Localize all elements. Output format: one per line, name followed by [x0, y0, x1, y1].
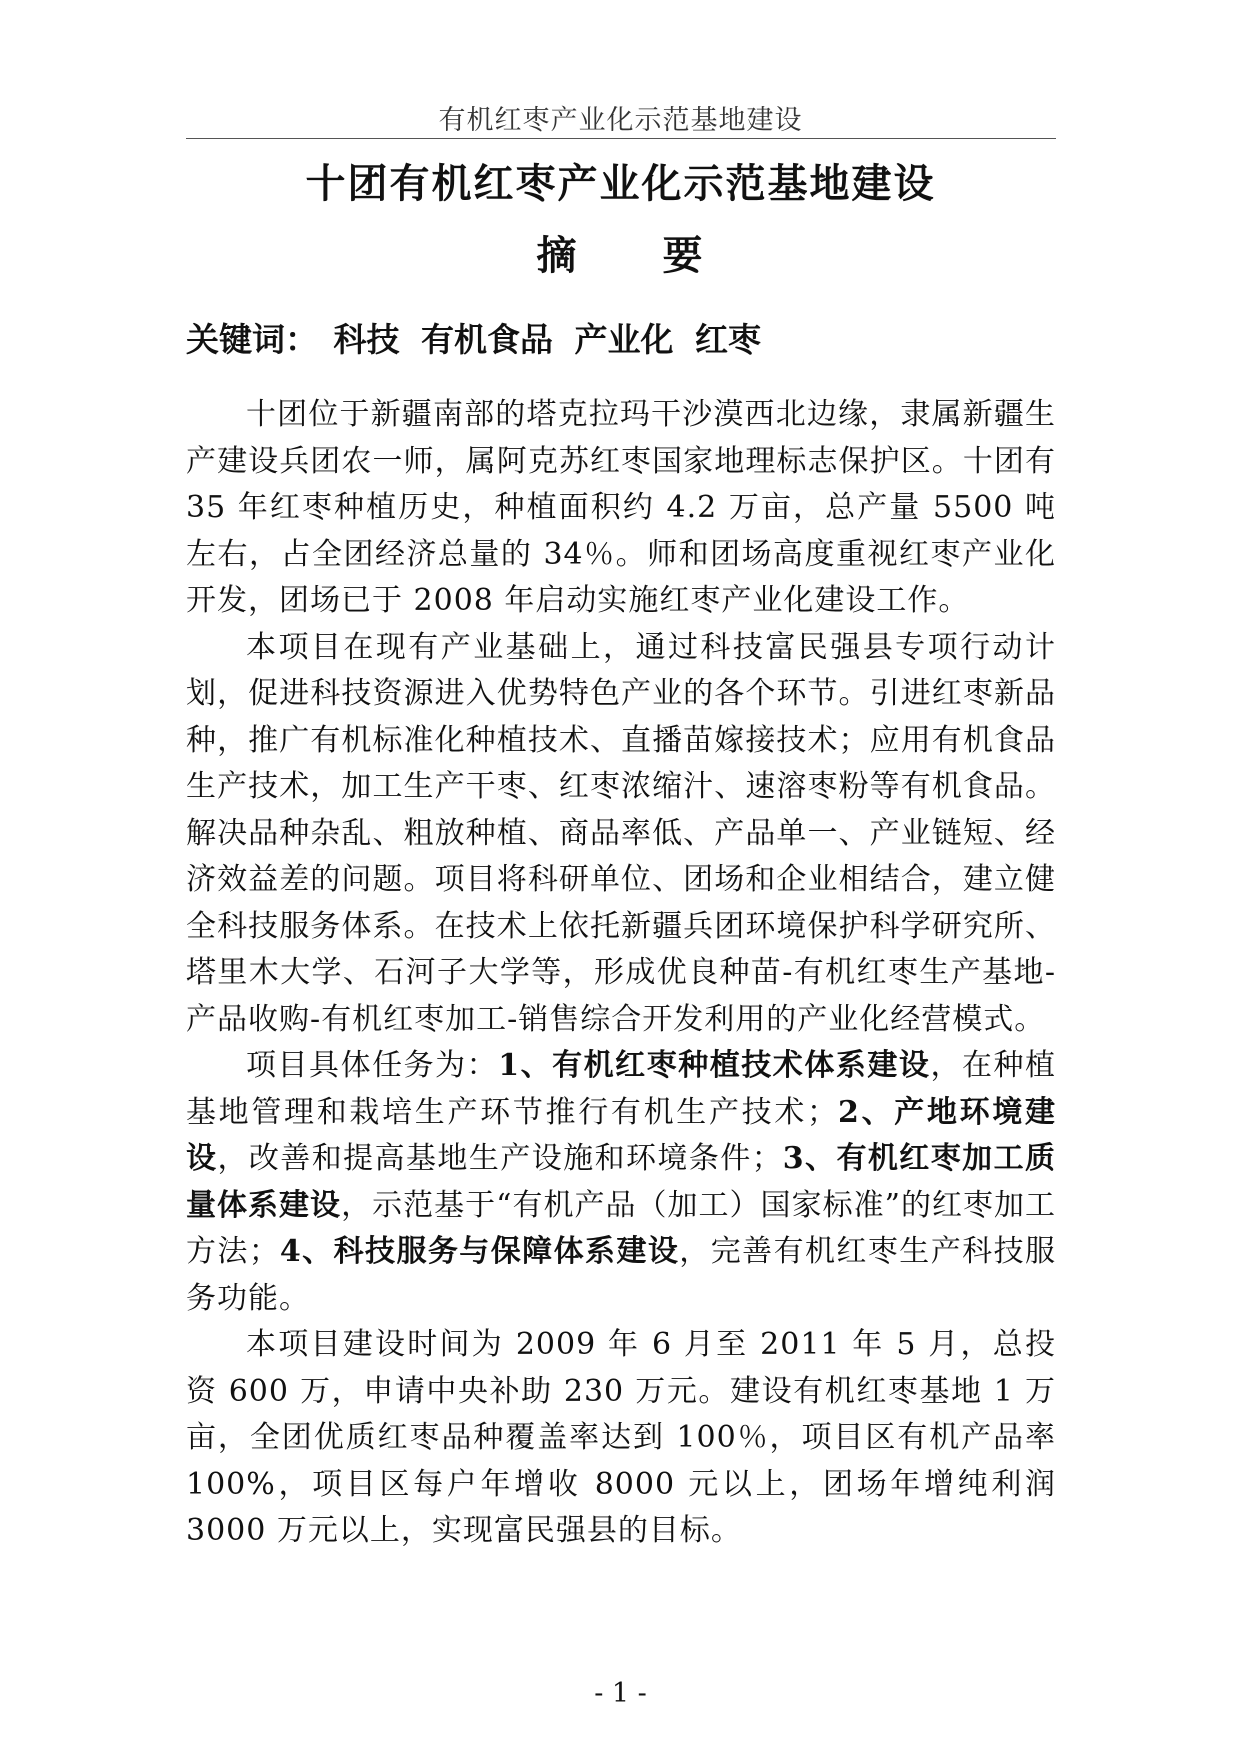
task-1-desc: ，在种植基地管理和栽培生产环节推行有机生产技术； [186, 1048, 1057, 1130]
paragraph-schedule-investment: 本项目建设时间为 2009 年 6 月至 2011 年 5 月，总投资 600 万，申请中央补助 230 万元。建设有机红枣基地 1 万亩，全团优质红枣品种覆盖率达到 100％，项目区有机产品率 100%，项目区每户年增收 8000 元以上，团场年增纯利润 3000 万元以上，实现富民强县的目标。 [186, 1327, 1056, 1548]
paragraph-tasks [186, 1043, 1056, 1322]
task-3-desc: ，示范基于“有机产品（加工）国家标准”的红枣加工方法； [186, 1187, 1056, 1269]
abstract-heading: 摘 要 [536, 232, 705, 279]
tasks-intro: 项目具体任务为： [246, 1048, 499, 1083]
keywords-line [186, 314, 1056, 361]
paragraph-location: 十团位于新疆南部的塔克拉玛干沙漠西北边缘，隶属新疆生产建设兵团农一师，属阿克苏红枣国家地理标志保护区。十团有 35 年红枣种植历史，种植面积约 4.2 万亩，总产量 5500 吨左右，占全团经济总量的 34％。师和团场高度重视红枣产业化开发，团场已于 2008 年启动实施红枣产业化建设工作。 [186, 397, 1056, 618]
keywords-label: 关键词： [186, 320, 318, 359]
page-number: - 1 - [594, 1678, 647, 1709]
header-rule [186, 138, 1056, 139]
task-1-title: 1、有机红枣种植技术体系建设 [498, 1048, 931, 1083]
keyword-item: 有机食品 [421, 320, 553, 359]
keyword-item: 科技 [333, 320, 400, 359]
keyword-item: 产业化 [574, 320, 674, 359]
keyword-item: 红枣 [695, 320, 761, 359]
document-title: 十团有机红枣产业化示范基地建设 [305, 160, 936, 207]
task-2-title: 2、产地环境建设 [186, 1094, 1056, 1176]
paragraph-project-overview: 本项目在现有产业基础上，通过科技富民强县专项行动计划，促进科技资源进入优势特色产业的各个环节。引进红枣新品种，推广有机标准化种植技术、直播苗嫁接技术；应用有机食品生产技术，加工生产干枣、红枣浓缩汁、速溶枣粉等有机食品。解决品种杂乱、粗放种植、商品率低、产品单一、产业链短、经济效益差的问题。项目将科研单位、团场和企业相结合，建立健全科技服务体系。在技术上依托新疆兵团环境保护科学研究所、塔里木大学、石河子大学等，形成优良种苗-有机红枣生产基地-产品收购-有机红枣加工-销售综合开发利用的产业化经营模式。 [186, 629, 1056, 1037]
task-2-desc: ，改善和提高基地生产设施和环境条件； [217, 1141, 783, 1176]
abstract-body [186, 392, 1056, 1555]
task-4-desc: ，完善有机红枣生产科技服务功能。 [186, 1234, 1057, 1316]
task-3-title: 3、有机红枣加工质量体系建设 [186, 1141, 1057, 1223]
task-4-title: 4、科技服务与保障体系建设 [279, 1234, 680, 1269]
running-header: 有机红枣产业化示范基地建设 [438, 105, 803, 136]
